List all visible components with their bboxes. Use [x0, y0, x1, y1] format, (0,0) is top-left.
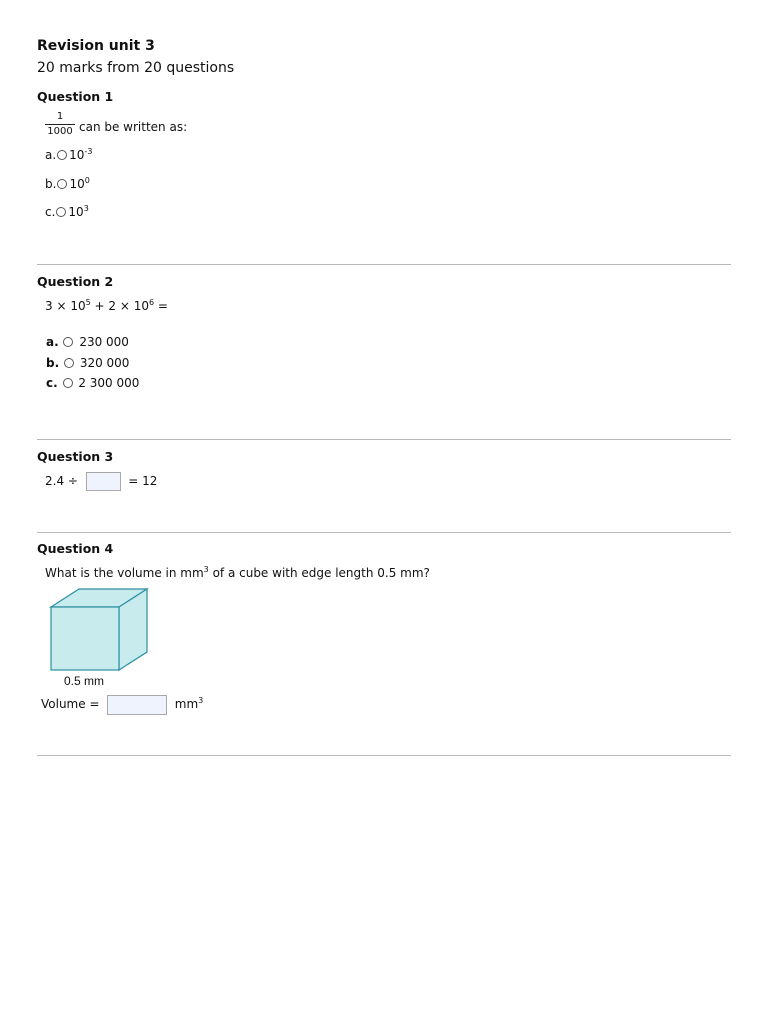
fraction-numerator: 1	[56, 111, 64, 122]
fraction-bar	[45, 124, 75, 125]
option-base: 10	[68, 205, 84, 219]
option-base: 10	[69, 177, 85, 191]
question-1-option-b[interactable]	[45, 177, 90, 191]
divider	[37, 755, 731, 756]
question-4-heading: Question 4	[37, 541, 114, 556]
volume-row	[41, 693, 203, 715]
expr-part: + 2 × 10	[90, 299, 149, 313]
page-subtitle: 20 marks from 20 questions	[37, 60, 235, 76]
question-2-heading: Question 2	[37, 274, 114, 289]
radio-button[interactable]	[63, 378, 73, 388]
question-3-equation	[45, 471, 157, 491]
radio-button[interactable]	[57, 150, 67, 160]
expr-part: =	[154, 299, 168, 313]
option-label: a.	[46, 335, 59, 349]
option-label: b.	[46, 356, 60, 370]
question-3-heading: Question 3	[37, 449, 114, 464]
radio-button[interactable]	[64, 358, 74, 368]
question-1-option-c[interactable]	[45, 205, 89, 219]
option-text: 230 000	[79, 335, 129, 349]
prompt-part: What is the volume in mm	[45, 566, 204, 580]
volume-unit-exponent: 3	[198, 696, 204, 705]
radio-button[interactable]	[63, 337, 73, 347]
option-label: a.	[45, 148, 57, 162]
volume-label: Volume =	[41, 697, 100, 711]
question-2-option-a[interactable]	[46, 335, 129, 349]
answer-input[interactable]	[86, 472, 121, 491]
expr-exponent: 5	[85, 298, 91, 307]
question-1-option-a[interactable]	[45, 148, 92, 162]
question-1-heading: Question 1	[37, 89, 114, 104]
equation-right: = 12	[128, 474, 158, 488]
radio-button[interactable]	[57, 179, 67, 189]
volume-input[interactable]	[107, 695, 167, 715]
divider	[37, 264, 731, 265]
option-text: 2 300 000	[78, 376, 140, 390]
option-exponent: -3	[84, 147, 93, 156]
question-2-expression	[45, 299, 168, 313]
cube-edge-label: 0.5 mm	[64, 674, 105, 688]
divider	[37, 532, 731, 533]
cube-diagram	[47, 585, 167, 690]
option-exponent: 3	[83, 204, 89, 213]
option-label: c.	[45, 205, 56, 219]
option-base: 10	[69, 148, 85, 162]
prompt-exponent: 3	[203, 565, 209, 574]
prompt-part: of a cube with edge length 0.5 mm?	[208, 566, 430, 580]
equation-left: 2.4 ÷	[45, 474, 78, 488]
fraction	[45, 111, 75, 138]
radio-button[interactable]	[56, 207, 66, 217]
option-label: c.	[46, 376, 58, 390]
option-exponent: 0	[84, 176, 90, 185]
question-1-prompt: can be written as:	[79, 120, 188, 134]
question-4-prompt	[45, 566, 430, 580]
option-text: 320 000	[79, 356, 130, 370]
question-2-option-b[interactable]	[46, 356, 129, 370]
expr-exponent: 6	[148, 298, 155, 307]
fraction-denominator: 1000	[47, 126, 73, 137]
option-label: b.	[45, 177, 57, 191]
cube-front-face	[51, 607, 119, 670]
divider	[37, 439, 731, 440]
volume-unit: mm	[174, 697, 199, 711]
question-2-option-c[interactable]	[46, 376, 139, 390]
expr-part: 3 × 10	[45, 299, 86, 313]
page-title: Revision unit 3	[37, 38, 155, 54]
